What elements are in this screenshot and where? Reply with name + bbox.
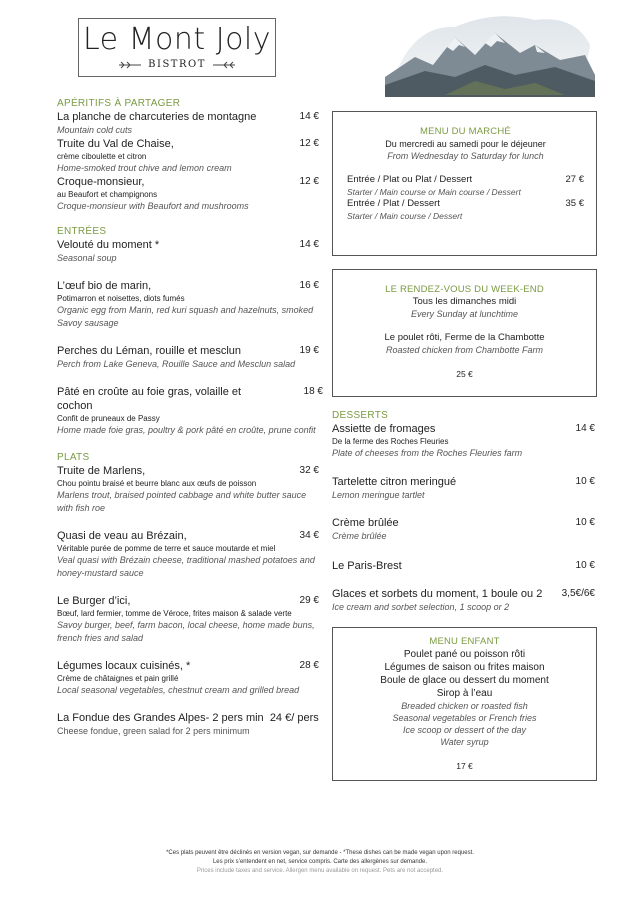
menu-item	[332, 422, 595, 460]
item-description: crème ciboulette et citron	[57, 152, 147, 161]
kids-menu-line: Poulet pané ou poisson rôti	[403, 649, 526, 660]
item-description: Chou pointu braisé et beurre blanc aux œufs de poisson	[57, 479, 257, 488]
logo-subtitle: BISTROT	[148, 59, 206, 70]
item-english: Lemon meringue tartlet	[332, 490, 425, 500]
footer-notes	[0, 849, 640, 876]
item-price: 29 €	[299, 595, 319, 606]
mountain-illustration	[385, 5, 595, 100]
item-name: Perches du Léman, rouille et mesclun	[57, 345, 242, 357]
fondue-name: La Fondue des Grandes Alpes- 2 pers min	[57, 712, 264, 724]
ornament-left-icon	[118, 61, 142, 69]
item-english: Crème brûlée	[332, 531, 387, 541]
item-name: Glaces et sorbets du moment, 1 boule ou 2	[332, 588, 543, 600]
item-price: 32 €	[299, 465, 319, 476]
menu-item	[57, 659, 319, 697]
section-title-entrees: ENTRÉES	[57, 226, 107, 237]
kids-menu-box	[332, 627, 597, 781]
menu-item	[332, 516, 595, 543]
weekend-line-en: Every Sunday at lunchtime	[410, 309, 519, 319]
menu-item	[57, 344, 319, 371]
item-english: Marlens trout, braised pointed cabbage and white butter sauce with fish roe	[57, 490, 307, 513]
item-price: 16 €	[299, 280, 319, 291]
kids-menu-line: Légumes de saison ou frites maison	[384, 662, 545, 673]
logo-name: Le Mont Joly	[82, 22, 272, 57]
item-price: 12 €	[299, 176, 319, 187]
section-title-aperitifs: APÉRITIFS À PARTAGER	[57, 98, 181, 109]
item-price: 28 €	[299, 660, 319, 671]
item-name: Légumes locaux cuisinés, *	[57, 660, 191, 672]
menu-item	[57, 594, 319, 645]
item-name: Pâté en croûte au foie gras, volaille et cochon	[57, 386, 242, 412]
item-description: Confit de pruneaux de Passy	[57, 414, 160, 423]
item-price: 34 €	[299, 530, 319, 541]
market-menu-line-en: From Wednesday to Saturday for lunch	[387, 151, 544, 161]
menu-item	[57, 385, 323, 437]
kids-menu-title: MENU ENFANT	[429, 636, 500, 647]
desserts-section	[332, 409, 595, 614]
item-price: 3,5€/6€	[561, 588, 595, 599]
item-name: La planche de charcuteries de montagne	[57, 111, 257, 123]
weekend-dish-en: Roasted chicken from Chambotte Farm	[385, 345, 544, 355]
item-english: Croque-monsieur with Beaufort and mushrooms	[57, 201, 249, 211]
item-english: Mountain cold cuts	[57, 125, 133, 135]
item-name: Le Burger d’ici,	[57, 595, 131, 607]
market-option	[347, 198, 584, 210]
item-description: Crème de châtaignes et pain grillé	[57, 674, 179, 683]
item-english: Perch from Lake Geneva, Rouille Sauce and Mesclun salad	[57, 359, 296, 369]
option-label: Entrée / Plat ou Plat / Dessert	[347, 174, 473, 185]
item-english: Savoy burger, beef, farm bacon, local cheese, home made buns, french fries and salad	[57, 620, 315, 643]
market-menu-line: Du mercredi au samedi pour le déjeuner	[385, 139, 546, 149]
item-price: 12 €	[299, 138, 319, 149]
market-menu-title: MENU DU MARCHÉ	[420, 126, 511, 137]
item-price: 14 €	[299, 239, 319, 250]
item-name: Truite du Val de Chaise,	[57, 138, 174, 150]
item-price: 10 €	[575, 560, 595, 571]
footer-line: Prices include taxes and service. Allergen menu available on request. Pets are not accepted.	[196, 868, 444, 874]
menu-item	[332, 475, 595, 502]
kids-menu-line: Sirop à l’eau	[436, 688, 493, 699]
weekend-line: Tous les dimanches midi	[412, 296, 517, 307]
item-name	[57, 711, 319, 725]
menu-item	[57, 464, 319, 515]
market-option	[347, 174, 584, 186]
weekend-price: 25 €	[456, 369, 473, 379]
logo-subtitle-row	[79, 59, 275, 70]
item-description: Bœuf, lard fermier, tomme de Véroce, frites maison & salade verte	[57, 609, 292, 618]
item-english: Veal quasi with Brézain cheese, traditional mashed potatoes and honey-mustard sauce	[57, 555, 315, 578]
item-english: Local seasonal vegetables, chestnut cream and grilled bread	[57, 685, 300, 695]
kids-menu-line-en: Ice scoop or dessert of the day	[402, 725, 527, 735]
menu-item	[57, 529, 319, 580]
menu-item	[57, 279, 319, 330]
restaurant-logo	[78, 18, 276, 77]
item-description: Potimarron et noisettes, diots fumés	[57, 294, 185, 303]
item-english: Cheese fondue, green salad for 2 pers minimum	[57, 726, 250, 736]
item-name: Crème brûlée	[332, 517, 399, 529]
option-label: Entrée / Plat / Dessert	[347, 198, 440, 209]
kids-menu-line-en: Water syrup	[440, 737, 489, 747]
fondue-price: 24 €/ pers	[269, 712, 319, 724]
item-price: 19 €	[299, 345, 319, 356]
weekend-dish: Le poulet rôti, Ferme de la Chambotte	[384, 332, 545, 343]
menu-item	[332, 559, 595, 573]
weekend-title: LE RENDEZ-VOUS DU WEEK-END	[385, 284, 544, 295]
item-description: Véritable purée de pomme de terre et sauce moutarde et miel	[57, 544, 276, 553]
footer-line: Les prix s’entendent en net, service compris. Carte des allergènes sur demande.	[212, 859, 428, 865]
menu-item	[57, 175, 319, 213]
menu-item-fondue	[57, 711, 319, 738]
section-title-plats: PLATS	[57, 452, 90, 463]
section-title-desserts: DESSERTS	[332, 410, 389, 421]
item-english: Organic egg from Marin, red kuri squash and hazelnuts, smoked Savoy sausage	[57, 305, 314, 328]
item-english: Ice cream and sorbet selection, 1 scoop or 2	[332, 602, 510, 612]
menu-item	[332, 587, 595, 614]
item-name: Velouté du moment *	[57, 239, 160, 251]
item-name: Le Paris-Brest	[332, 560, 402, 572]
item-price: 10 €	[575, 517, 595, 528]
item-name: Truite de Marlens,	[57, 465, 146, 477]
option-english: Starter / Main course or Main course / Dessert	[347, 187, 521, 197]
kids-menu-line-en: Seasonal vegetables or French fries	[392, 713, 537, 723]
item-english: Home made foie gras, poultry & pork pâté en croûte, prune confit	[57, 425, 316, 435]
item-price: 14 €	[575, 423, 595, 434]
menu-item	[57, 238, 319, 265]
market-menu-box	[332, 111, 597, 256]
weekend-box	[332, 269, 597, 397]
option-english: Starter / Main course / Dessert	[347, 211, 463, 221]
item-description: au Beaufort et champignons	[57, 190, 158, 199]
item-description: De la ferme des Roches Fleuries	[332, 437, 449, 446]
kids-menu-price: 17 €	[456, 761, 473, 771]
item-price: 18 €	[303, 386, 323, 397]
kids-menu-line: Boule de glace ou dessert du moment	[380, 675, 549, 686]
left-column	[57, 97, 323, 738]
item-english: Seasonal soup	[57, 253, 117, 263]
item-name: Assiette de fromages	[332, 423, 436, 435]
option-price: 35 €	[565, 198, 584, 209]
item-name: Croque-monsieur,	[57, 176, 145, 188]
menu-item	[57, 110, 319, 137]
item-price: 14 €	[299, 111, 319, 122]
kids-menu-line-en: Breaded chicken or roasted fish	[401, 701, 528, 711]
item-english: Plate of cheeses from the Roches Fleuries farm	[332, 448, 523, 458]
item-name: Quasi de veau au Brézain,	[57, 530, 187, 542]
option-price: 27 €	[565, 174, 584, 185]
footer-line: *Ces plats peuvent être déclinés en version vegan, sur demande - *These dishes can be made vegan upon request.	[166, 850, 474, 856]
item-english: Home-smoked trout chive and lemon cream	[57, 163, 232, 173]
ornament-right-icon	[212, 61, 236, 69]
item-name: L’œuf bio de marin,	[57, 280, 152, 292]
item-name: Tartelette citron meringué	[332, 476, 457, 488]
menu-item	[57, 137, 319, 175]
item-price: 10 €	[575, 476, 595, 487]
